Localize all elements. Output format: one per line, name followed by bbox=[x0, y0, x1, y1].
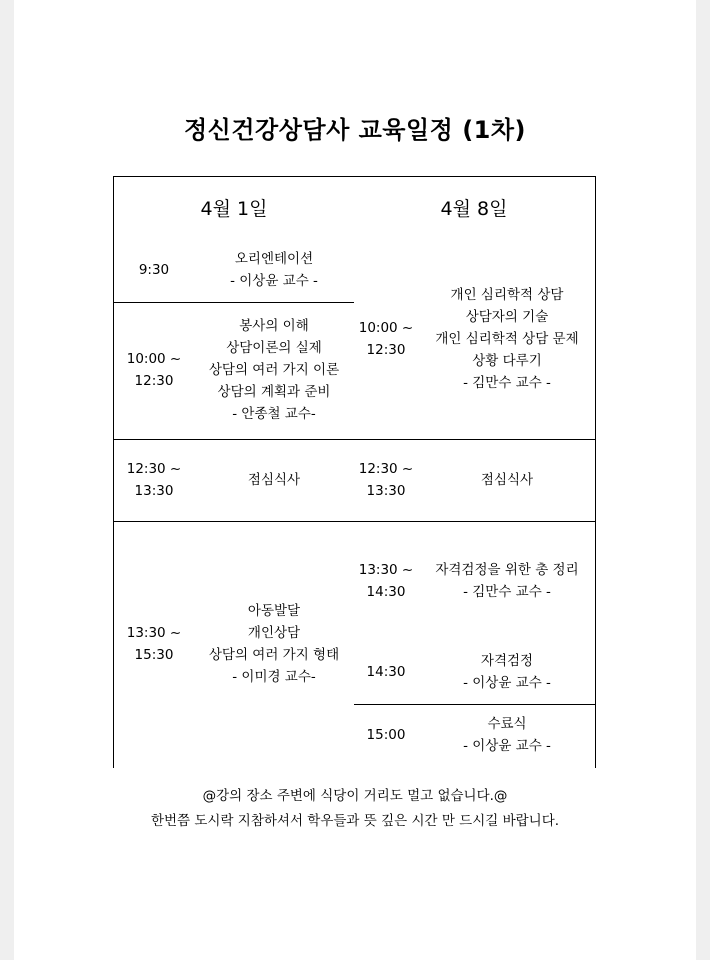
page-title: 정신건강상담사 교육일정 (1차) bbox=[183, 116, 527, 144]
day8-content-lunch: 점심식사 bbox=[480, 472, 534, 488]
day1-content-session-2: 봉사의 이해 상담이론의 실제 상담의 여러 가지 이론 상담의 계획과 준비 - 안종철 교수- bbox=[208, 318, 340, 422]
day8-content-review: 자격검정을 위한 총 정리 - 김만수 교수 - bbox=[435, 562, 579, 600]
table-divider-orientation bbox=[113, 302, 354, 303]
day8-time-lunch: 12:30 ~ 13:30 bbox=[358, 461, 414, 499]
day8-content-session-1: 개인 심리학적 상담 상담자의 기술 개인 심리학적 상담 문제 상황 다루기 - 김만수 교수 - bbox=[435, 287, 579, 391]
day1-time-lunch: 12:30 ~ 13:30 bbox=[126, 461, 182, 499]
table-divider-ceremony bbox=[354, 704, 596, 705]
day8-time-ceremony: 15:00 bbox=[366, 727, 406, 743]
table-border-top bbox=[113, 176, 596, 177]
day1-time-session-2: 10:00 ~ 12:30 bbox=[126, 351, 182, 389]
day-header-apr-8: 4월 8일 bbox=[440, 198, 508, 220]
note-line-2: 한번쯤 도시락 지참하셔서 학우들과 뜻 깊은 시간 만 드시길 바랍니다. bbox=[150, 813, 560, 829]
day8-time-session-1: 10:00 ~ 12:30 bbox=[358, 320, 414, 358]
day8-time-review: 13:30 ~ 14:30 bbox=[358, 562, 414, 600]
day1-content-lunch: 점심식사 bbox=[247, 472, 301, 488]
day8-time-exam: 14:30 bbox=[366, 664, 406, 680]
note-line-1: @강의 장소 주변에 식당이 거리도 멀고 없습니다.@ bbox=[202, 788, 508, 804]
day8-content-exam: 자격검정 - 이상윤 교수 - bbox=[463, 653, 551, 691]
table-divider-lunch-top bbox=[113, 439, 596, 440]
table-divider-lunch-bottom bbox=[113, 521, 596, 522]
day1-content-orientation: 오리엔테이션 - 이상윤 교수 - bbox=[230, 251, 318, 289]
day8-content-ceremony: 수료식 - 이상윤 교수 - bbox=[463, 716, 551, 754]
day1-content-session-4: 아동발달 개인상담 상담의 여러 가지 형태 - 이미경 교수- bbox=[208, 603, 340, 685]
day1-time-orientation: 9:30 bbox=[138, 262, 170, 278]
day-header-apr-1: 4월 1일 bbox=[200, 198, 268, 220]
day1-time-session-4: 13:30 ~ 15:30 bbox=[126, 625, 182, 663]
